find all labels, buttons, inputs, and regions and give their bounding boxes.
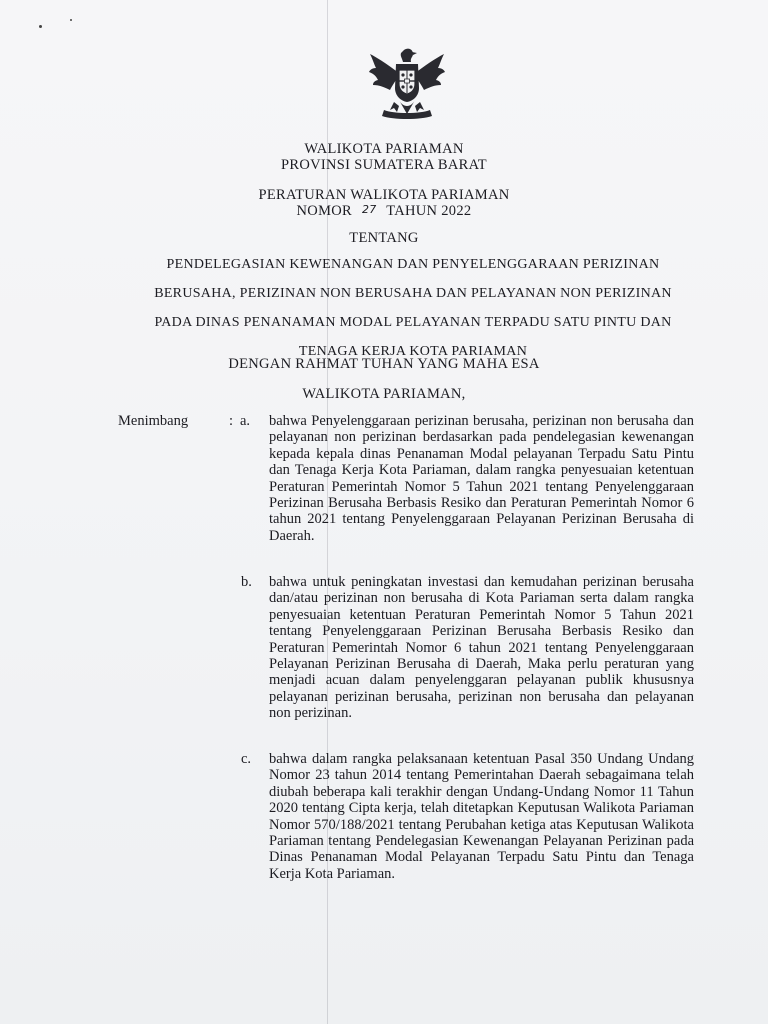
scan-speck — [39, 25, 42, 28]
issuer-province: PROVINSI SUMATERA BARAT — [281, 157, 487, 173]
garuda-emblem-icon — [364, 44, 450, 122]
nomor-suffix: TAHUN 2022 — [386, 203, 472, 219]
walikota-line: WALIKOTA PARIAMAN, — [302, 386, 466, 402]
item-letter-c: c. — [241, 751, 252, 767]
scan-speck — [70, 19, 72, 21]
item-letter-b: b. — [241, 574, 252, 590]
menimbang-label: Menimbang — [118, 413, 189, 429]
item-text-a: bahwa Penyelenggaraan perizinan berusaha, perizinan non berusaha dan pelayanan non perizinan berdasarkan pada pendelegasian kewenangan kepada kepala dinas Penanaman Modal pelayanan Terpadu Satu Pintu dan Tenaga Kerja Kota Pariaman, dalam rangka penyesuaian ketentuan Peraturan Pemerintah Nomor 5 Tahun 2021 tentang Penyelenggaraan Perizinan Berusaha Berbasis Resiko dan Peraturan Pemerintah Nomor 6 tahun 2021 tentang Penyelenggaraan Pelayanan Perizinan Berusaha di Daerah. — [269, 413, 694, 544]
subject-line: TENAGA KERJA KOTA PARIAMAN — [298, 344, 528, 359]
nomor-handwritten-value: 27 — [361, 203, 377, 216]
menimbang-colon: : — [229, 413, 234, 429]
regulation-number — [0, 203, 768, 220]
item-text-b: bahwa untuk peningkatan investasi dan kemudahan perizinan berusaha dan/atau perizinan non berusaha di Kota Pariaman serta dalam rangka penyesuaian ketentuan Peraturan Pemerintah Nomor 5 Tahun 2021 tentang Penyelenggaraan Perizinan Berusaha Berbasis Resiko dan Peraturan Pemerintah Nomor 6 tahun 2021 tentang Penyelenggaraan Pelayanan Perizinan Berusaha di Daerah, Maka perlu peraturan yang menjadi acuan dalam penyelenggaran pelayanan publik khususnya pelayanan perizinan berusaha, perizinan non berusaha dan pelayanan non perizinan. — [269, 574, 694, 722]
subject-line: PENDELEGASIAN KEWENANGAN DAN PENYELENGGARAAN PERIZINAN — [166, 257, 660, 272]
subject-line: BERUSAHA, PERIZINAN NON BERUSAHA DAN PELAYANAN NON PERIZINAN — [154, 286, 672, 301]
nomor-prefix: NOMOR — [296, 203, 353, 219]
item-text-c: bahwa dalam rangka pelaksanaan ketentuan Pasal 350 Undang Undang Nomor 23 tahun 2014 tentang Pemerintahan Daerah sebagaimana telah diubah beberapa kali terakhir dengan Undang-Undang Nomor 11 Tahun 2020 tentang Cipta kerja, telah ditetapkan Keputusan Walikota Pariaman Nomor 570/188/2021 tentang Perubahan ketiga atas Keputusan Walikota Pariaman tentang Pendelegasian Kewenangan Pelayanan Perizinan pada Dinas Penanaman Modal Pelayanan Terpadu Satu Pintu dan Tenaga Kerja Kota Pariaman. — [269, 751, 694, 882]
issuer-name: WALIKOTA PARIAMAN — [304, 141, 464, 157]
item-letter-a: a. — [240, 413, 251, 429]
subject-line: PADA DINAS PENANAMAN MODAL PELAYANAN TERPADU SATU PINTU DAN — [154, 315, 672, 330]
rahmat-line: DENGAN RAHMAT TUHAN YANG MAHA ESA — [228, 356, 540, 372]
regulation-title: PERATURAN WALIKOTA PARIAMAN — [258, 187, 510, 203]
tentang-heading: TENTANG — [349, 230, 419, 246]
regulation-subject — [118, 250, 708, 366]
